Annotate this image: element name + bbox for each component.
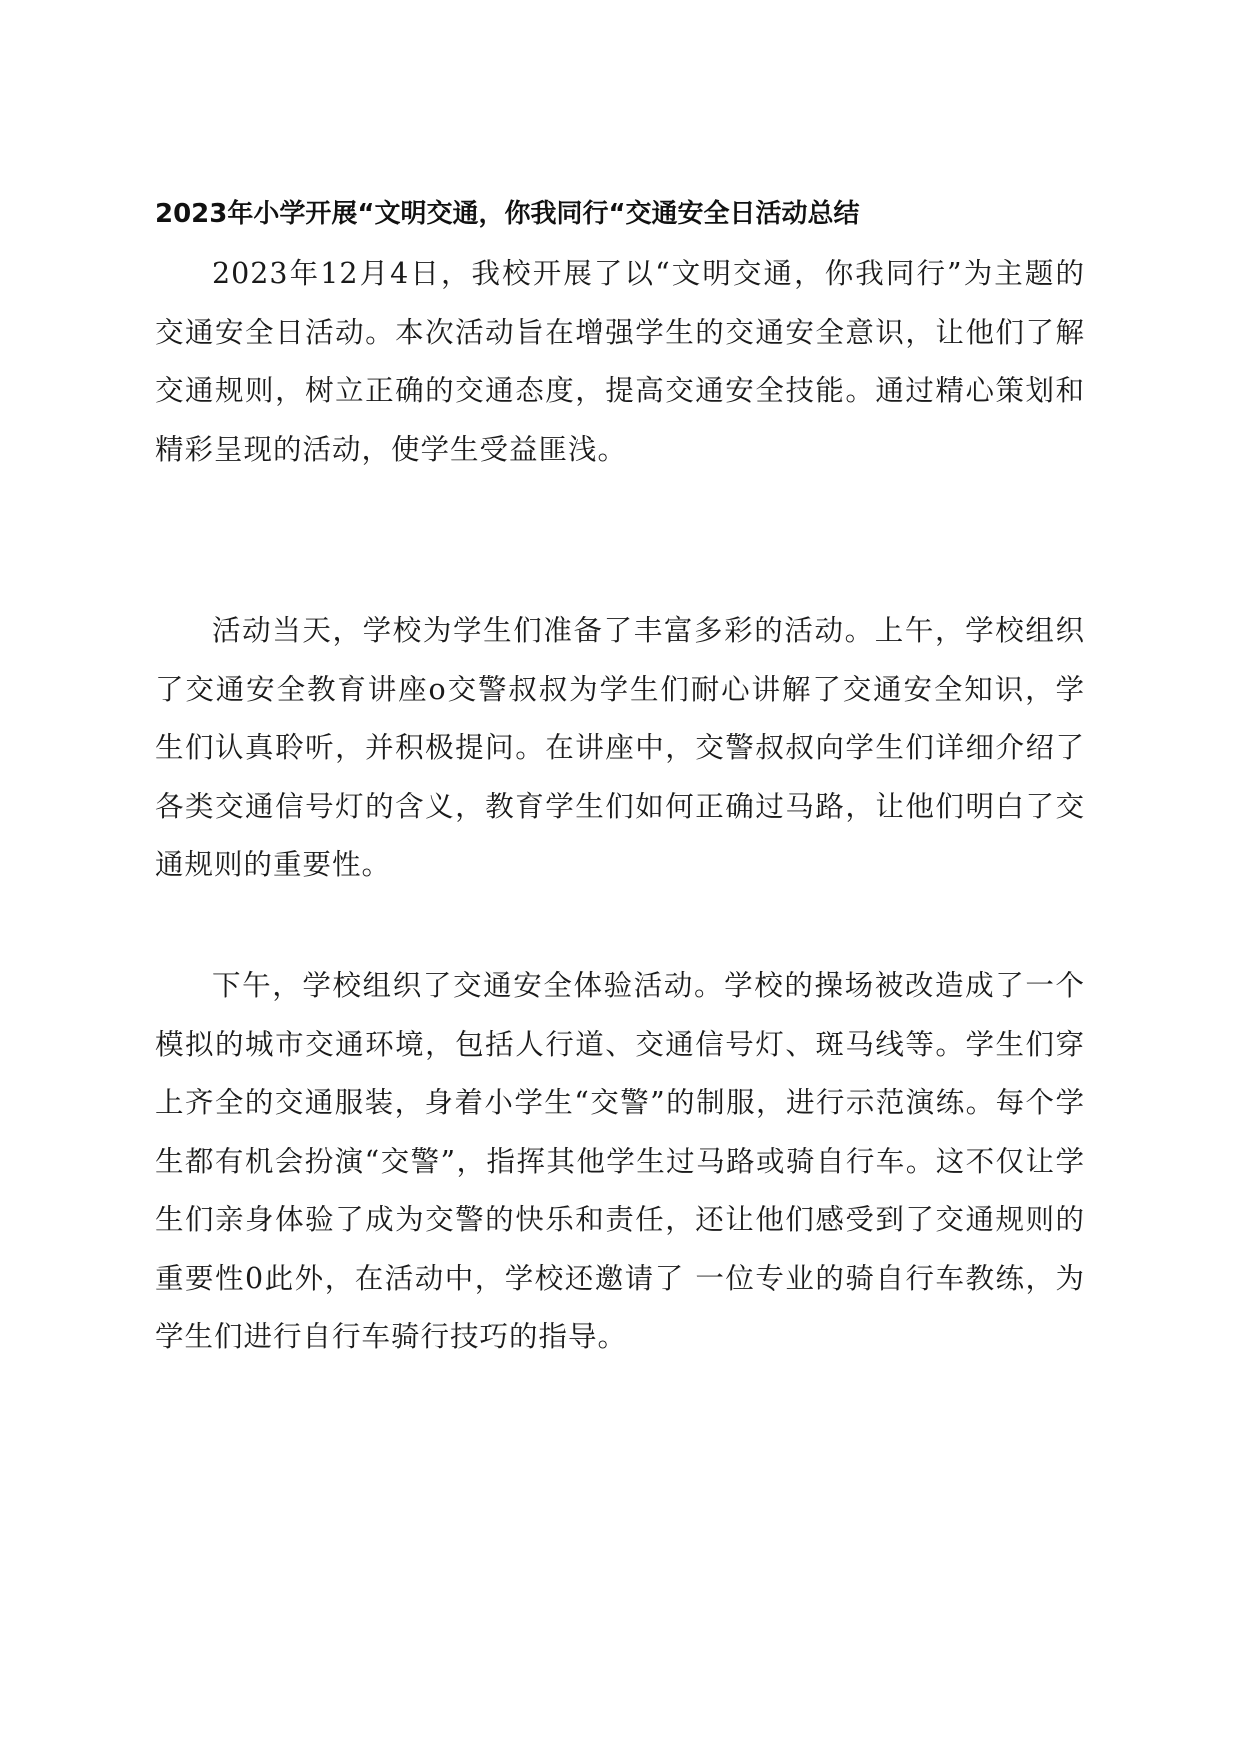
paragraph-morning-activities: 活动当天，学校为学生们准备了丰富多彩的活动。上午，学校组织了交通安全教育讲座o交警叔叔为学生们耐心讲解了交通安全知识，学生们认真聆听，并积极提问。在讲座中，交警叔叔向学生们详细介绍了各类交通信号灯的含义，教育学生们如何正确过马路，让他们明白了交通规则的重要性。: [155, 614, 1085, 881]
document-title: 2023年小学开展“文明交通，你我同行“交通安全日活动总结: [155, 199, 860, 229]
paragraph-afternoon-activities: 下午，学校组织了交通安全体验活动。学校的操场被改造成了一个模拟的城市交通环境，包括人行道、交通信号灯、斑马线等。学生们穿上齐全的交通服装，身着小学生“交警”的制服，进行示范演练。每个学生都有机会扮演“交警”，指挥其他学生过马路或骑自行车。这不仅让学生们亲身体验了成为交警的快乐和责任，还让他们感受到了交通规则的重要性0此外，在活动中，学校还邀请了 一位专业的骑自行车教练，为学生们进行自行车骑行技巧的指导。: [155, 969, 1085, 1353]
paragraph-intro: 2023年12月4日，我校开展了以“文明交通，你我同行”为主题的交通安全日活动。本次活动旨在增强学生的交通安全意识，让他们了解交通规则，树立正确的交通态度，提高交通安全技能。通过精心策划和精彩呈现的活动，使学生受益匪浅。: [155, 257, 1085, 466]
